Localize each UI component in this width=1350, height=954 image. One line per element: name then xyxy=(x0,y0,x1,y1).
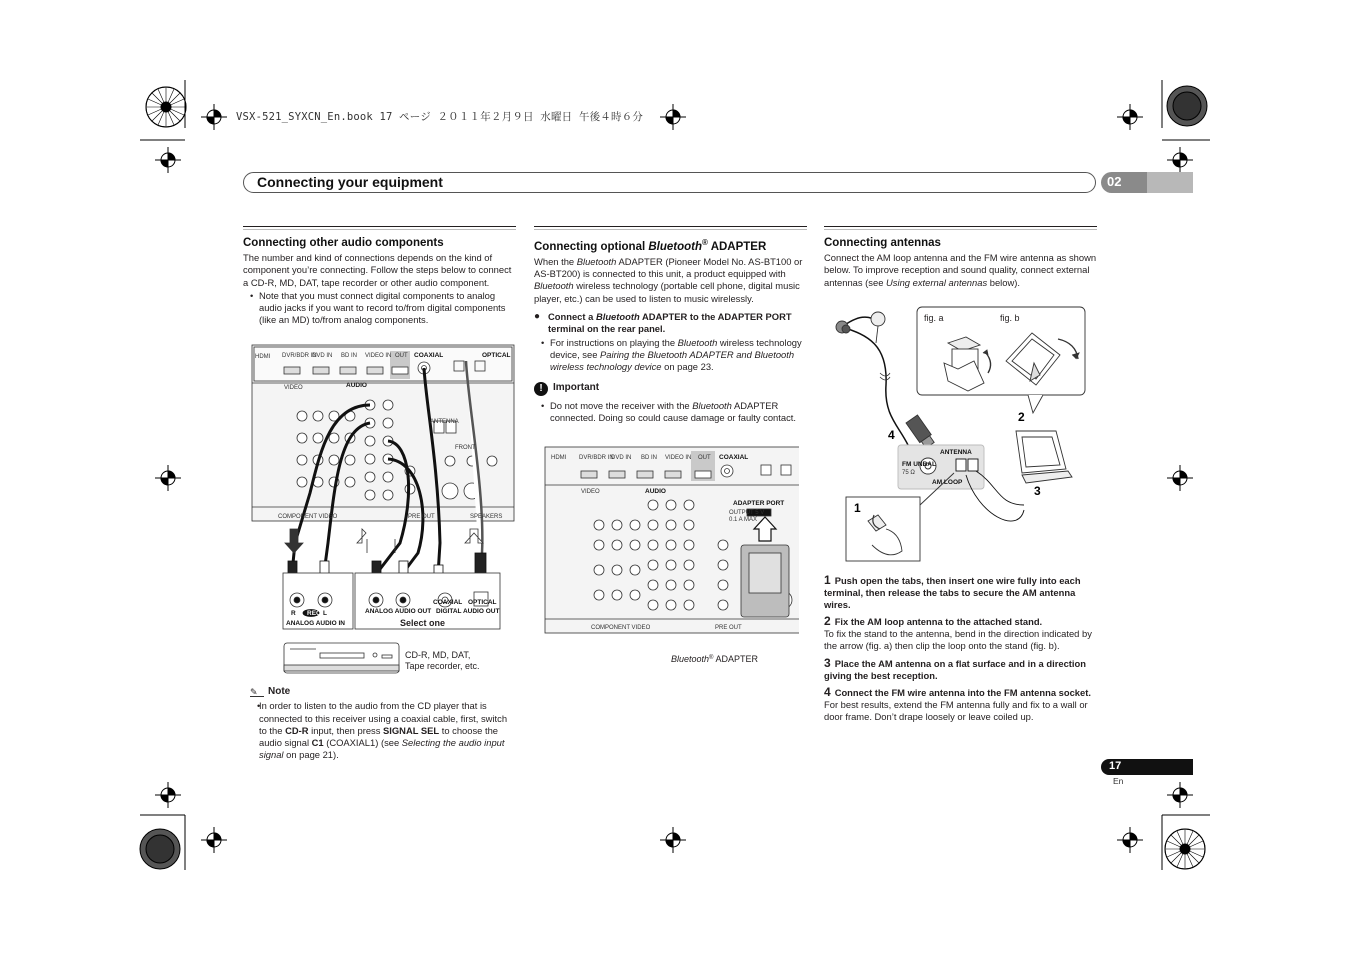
jack-label: HDMI xyxy=(551,455,567,461)
jack-label: VIDEO IN xyxy=(665,455,692,461)
intro-paragraph: The number and kind of connections depends on the kind of component you’re connecting. Follow the steps below to connect a CD-R, MD, DAT, tape recorder or other audio component. xyxy=(243,252,512,288)
starburst-mark xyxy=(146,87,186,127)
crosshair-mark xyxy=(660,827,686,853)
step-2-heading: 2 Fix the AM loop antenna to the attached stand. xyxy=(824,614,1043,628)
coaxial-label: COAXIAL xyxy=(433,599,463,606)
jack-label: VIDEO xyxy=(284,385,303,391)
callout-4: 4 xyxy=(888,428,895,442)
note-text: • In order to listen to the audio from the CD player that is connected to this receiver using a coaxial cable, first, switch to the CD-R input, then press SIGNAL SEL to choose the audio signal C1 (COAXIAL1) (see Selecting the audio input signal on page 21). xyxy=(250,700,516,761)
jack-label: COAXIAL xyxy=(719,454,749,461)
tone-disc-mark xyxy=(1167,86,1207,126)
jack-label: OUT xyxy=(698,455,711,461)
fig-b-label: fig. b xyxy=(1000,313,1020,323)
jack-label: DVD IN xyxy=(611,455,632,461)
crosshair-mark xyxy=(1167,147,1193,173)
heading-rule-light xyxy=(824,229,1097,230)
chapter-tab xyxy=(1101,172,1193,193)
jack-label: PRE OUT xyxy=(408,514,435,520)
heading-rule xyxy=(243,226,516,227)
figure-bluetooth-adapter xyxy=(543,445,799,670)
crosshair-mark xyxy=(201,104,227,130)
heading-rule-light xyxy=(534,229,807,230)
starburst-mark xyxy=(1165,829,1205,869)
adapter-port-label: ADAPTER PORT xyxy=(733,500,785,507)
jack-label: VIDEO xyxy=(581,489,600,495)
callout-3: 3 xyxy=(1034,484,1041,498)
note-block xyxy=(250,680,516,762)
heading-antennas: Connecting antennas xyxy=(824,237,941,249)
digital-out-label: DIGITAL AUDIO OUT xyxy=(436,608,500,615)
bluetooth-intro: When the Bluetooth ADAPTER (Pioneer Model No. AS-BT100 or AS-BT200) is connected to this unit, a product equipped with Bluetooth wireless technology (portable cell phone, digital music player, etc.) can be used to listen to music wirelessly. xyxy=(534,255,803,304)
important-heading: ! Important xyxy=(534,382,807,396)
page-language: En xyxy=(1113,776,1124,786)
jack-label: DVD IN xyxy=(312,353,333,359)
heading-rule-light xyxy=(243,229,516,230)
callout-1: 1 xyxy=(854,501,861,515)
optical-label: OPTICAL xyxy=(468,599,497,606)
fig-a-label: fig. a xyxy=(924,313,944,323)
crosshair-mark xyxy=(155,147,181,173)
jack-label: AUDIO xyxy=(346,382,367,389)
jack-label: AUDIO xyxy=(645,488,666,495)
section-header-bar xyxy=(243,172,1096,193)
section-title: Connecting your equipment xyxy=(257,174,443,190)
jack-label: DVR/BDR IN xyxy=(282,353,317,359)
crosshair-mark xyxy=(201,827,227,853)
tone-disc-mark xyxy=(140,829,180,869)
crosshair-mark xyxy=(155,465,181,491)
jack-label: OUT xyxy=(395,353,408,359)
am-loop-label: AM LOOP xyxy=(932,479,963,486)
jack-label: OPTICAL xyxy=(482,352,511,359)
step-4-heading: 4 Connect the FM wire antenna into the FM antenna socket. xyxy=(824,684,1091,699)
heading-other-audio: Connecting other audio components xyxy=(243,237,444,249)
print-header: VSX-521_SYXCN_En.book 17 ページ ２０１１年２月９日 水曜日 午後４時６分 xyxy=(236,111,644,123)
rec-badge: REC xyxy=(307,610,321,617)
rec-label: R xyxy=(291,610,296,617)
column-other-audio xyxy=(243,226,516,327)
fm-unbal-label: FM UNBAL xyxy=(902,461,936,468)
crosshair-mark xyxy=(1117,827,1143,853)
crosshair-mark xyxy=(1117,104,1143,130)
step-1-heading: 1 Push open the tabs, then insert one wire fully into each terminal, then release the tabs to secure the AM antenna wires. xyxy=(824,573,1081,610)
figure-audio-connection xyxy=(250,343,516,683)
analog-in-label: ANALOG AUDIO IN xyxy=(286,620,345,627)
ohm-label: 75 Ω xyxy=(902,470,915,476)
chapter-number: 02 xyxy=(1107,174,1122,189)
jack-label: VIDEO IN xyxy=(365,353,392,359)
output-label: OUTPUT 5 V xyxy=(729,510,765,516)
step-3-heading: 3 Place the AM antenna on a flat surface and in a direction giving the best reception. xyxy=(824,655,1086,681)
important-text: • Do not move the receiver with the Bluetooth ADAPTER connected. Doing so could cause damage or faulty contact. xyxy=(534,400,807,425)
page-number-tab xyxy=(1101,759,1193,775)
jack-label: PRE OUT xyxy=(715,625,742,631)
crosshair-mark xyxy=(660,104,686,130)
pencil-icon: ✎ xyxy=(250,687,264,697)
crosshair-mark xyxy=(1167,782,1193,808)
rec-label: L xyxy=(323,610,327,617)
jack-label: DVR/BDR IN xyxy=(579,455,614,461)
antenna-steps xyxy=(824,570,1097,723)
antenna-label: ANTENNA xyxy=(940,449,972,456)
jack-label: COMPONENT VIDEO xyxy=(591,625,651,631)
analog-out-label: ANALOG AUDIO OUT xyxy=(365,608,432,615)
column-bluetooth xyxy=(534,226,807,424)
bullet-digital-note: • Note that you must connect digital components to analog audio jacks if you want to record to/from digital components (like an MD) to/from analog components. xyxy=(243,290,516,327)
output-label-2: 0.1 A MAX xyxy=(729,517,758,523)
note-heading xyxy=(250,686,516,698)
adapter-caption: Bluetooth® ADAPTER xyxy=(671,654,758,664)
jack-label: FRONT xyxy=(455,445,476,451)
select-one-label: Select one xyxy=(400,618,446,628)
crosshair-mark xyxy=(1167,465,1193,491)
antenna-intro: Connect the AM loop antenna and the FM wire antenna as shown below. To improve reception and sound quality, connect external antennas (see Using external antennas below). xyxy=(824,252,1097,288)
note-heading-text: Note xyxy=(268,686,291,697)
jack-label: ANTENNA xyxy=(430,419,459,425)
jack-label: COAXIAL xyxy=(414,352,444,359)
callout-2: 2 xyxy=(1018,410,1025,424)
exclamation-icon: ! xyxy=(534,382,548,396)
jack-label: BD IN xyxy=(341,353,358,359)
page-number: 17 xyxy=(1109,760,1122,772)
column-antennas xyxy=(824,226,1097,289)
jack-label: BD IN xyxy=(641,455,658,461)
step-4-body: For best results, extend the FM antenna fully and fix to a wall or door frame. Don’t drape loosely or leave coiled up. xyxy=(824,698,1088,722)
figure-antennas xyxy=(828,305,1092,567)
jack-label: SPEAKERS xyxy=(470,514,503,520)
step-2-body: To fix the stand to the antenna, bend in the direction indicated by the arrow (fig. a) then clip the loop onto the stand (fig. b). xyxy=(824,628,1092,652)
bluetooth-sub-bullet: • For instructions on playing the Bluetooth wireless technology device, see Pairing the Bluetooth ADAPTER and Bluetooth wireless technology device on page 23. xyxy=(534,337,807,374)
crosshair-mark xyxy=(155,782,181,808)
heading-rule xyxy=(534,226,807,227)
jack-label: COMPONENT VIDEO xyxy=(278,514,338,520)
device-caption-line1: CD-R, MD, DAT, xyxy=(405,650,471,660)
heading-bluetooth: Connecting optional Bluetooth® ADAPTER xyxy=(534,238,767,253)
jack-label: HDMI xyxy=(255,354,271,360)
bluetooth-step: ● Connect a Bluetooth ADAPTER to the ADAPTER PORT terminal on the rear panel. xyxy=(534,311,792,335)
heading-rule xyxy=(824,226,1097,227)
device-caption-line2: Tape recorder, etc. xyxy=(405,661,480,671)
